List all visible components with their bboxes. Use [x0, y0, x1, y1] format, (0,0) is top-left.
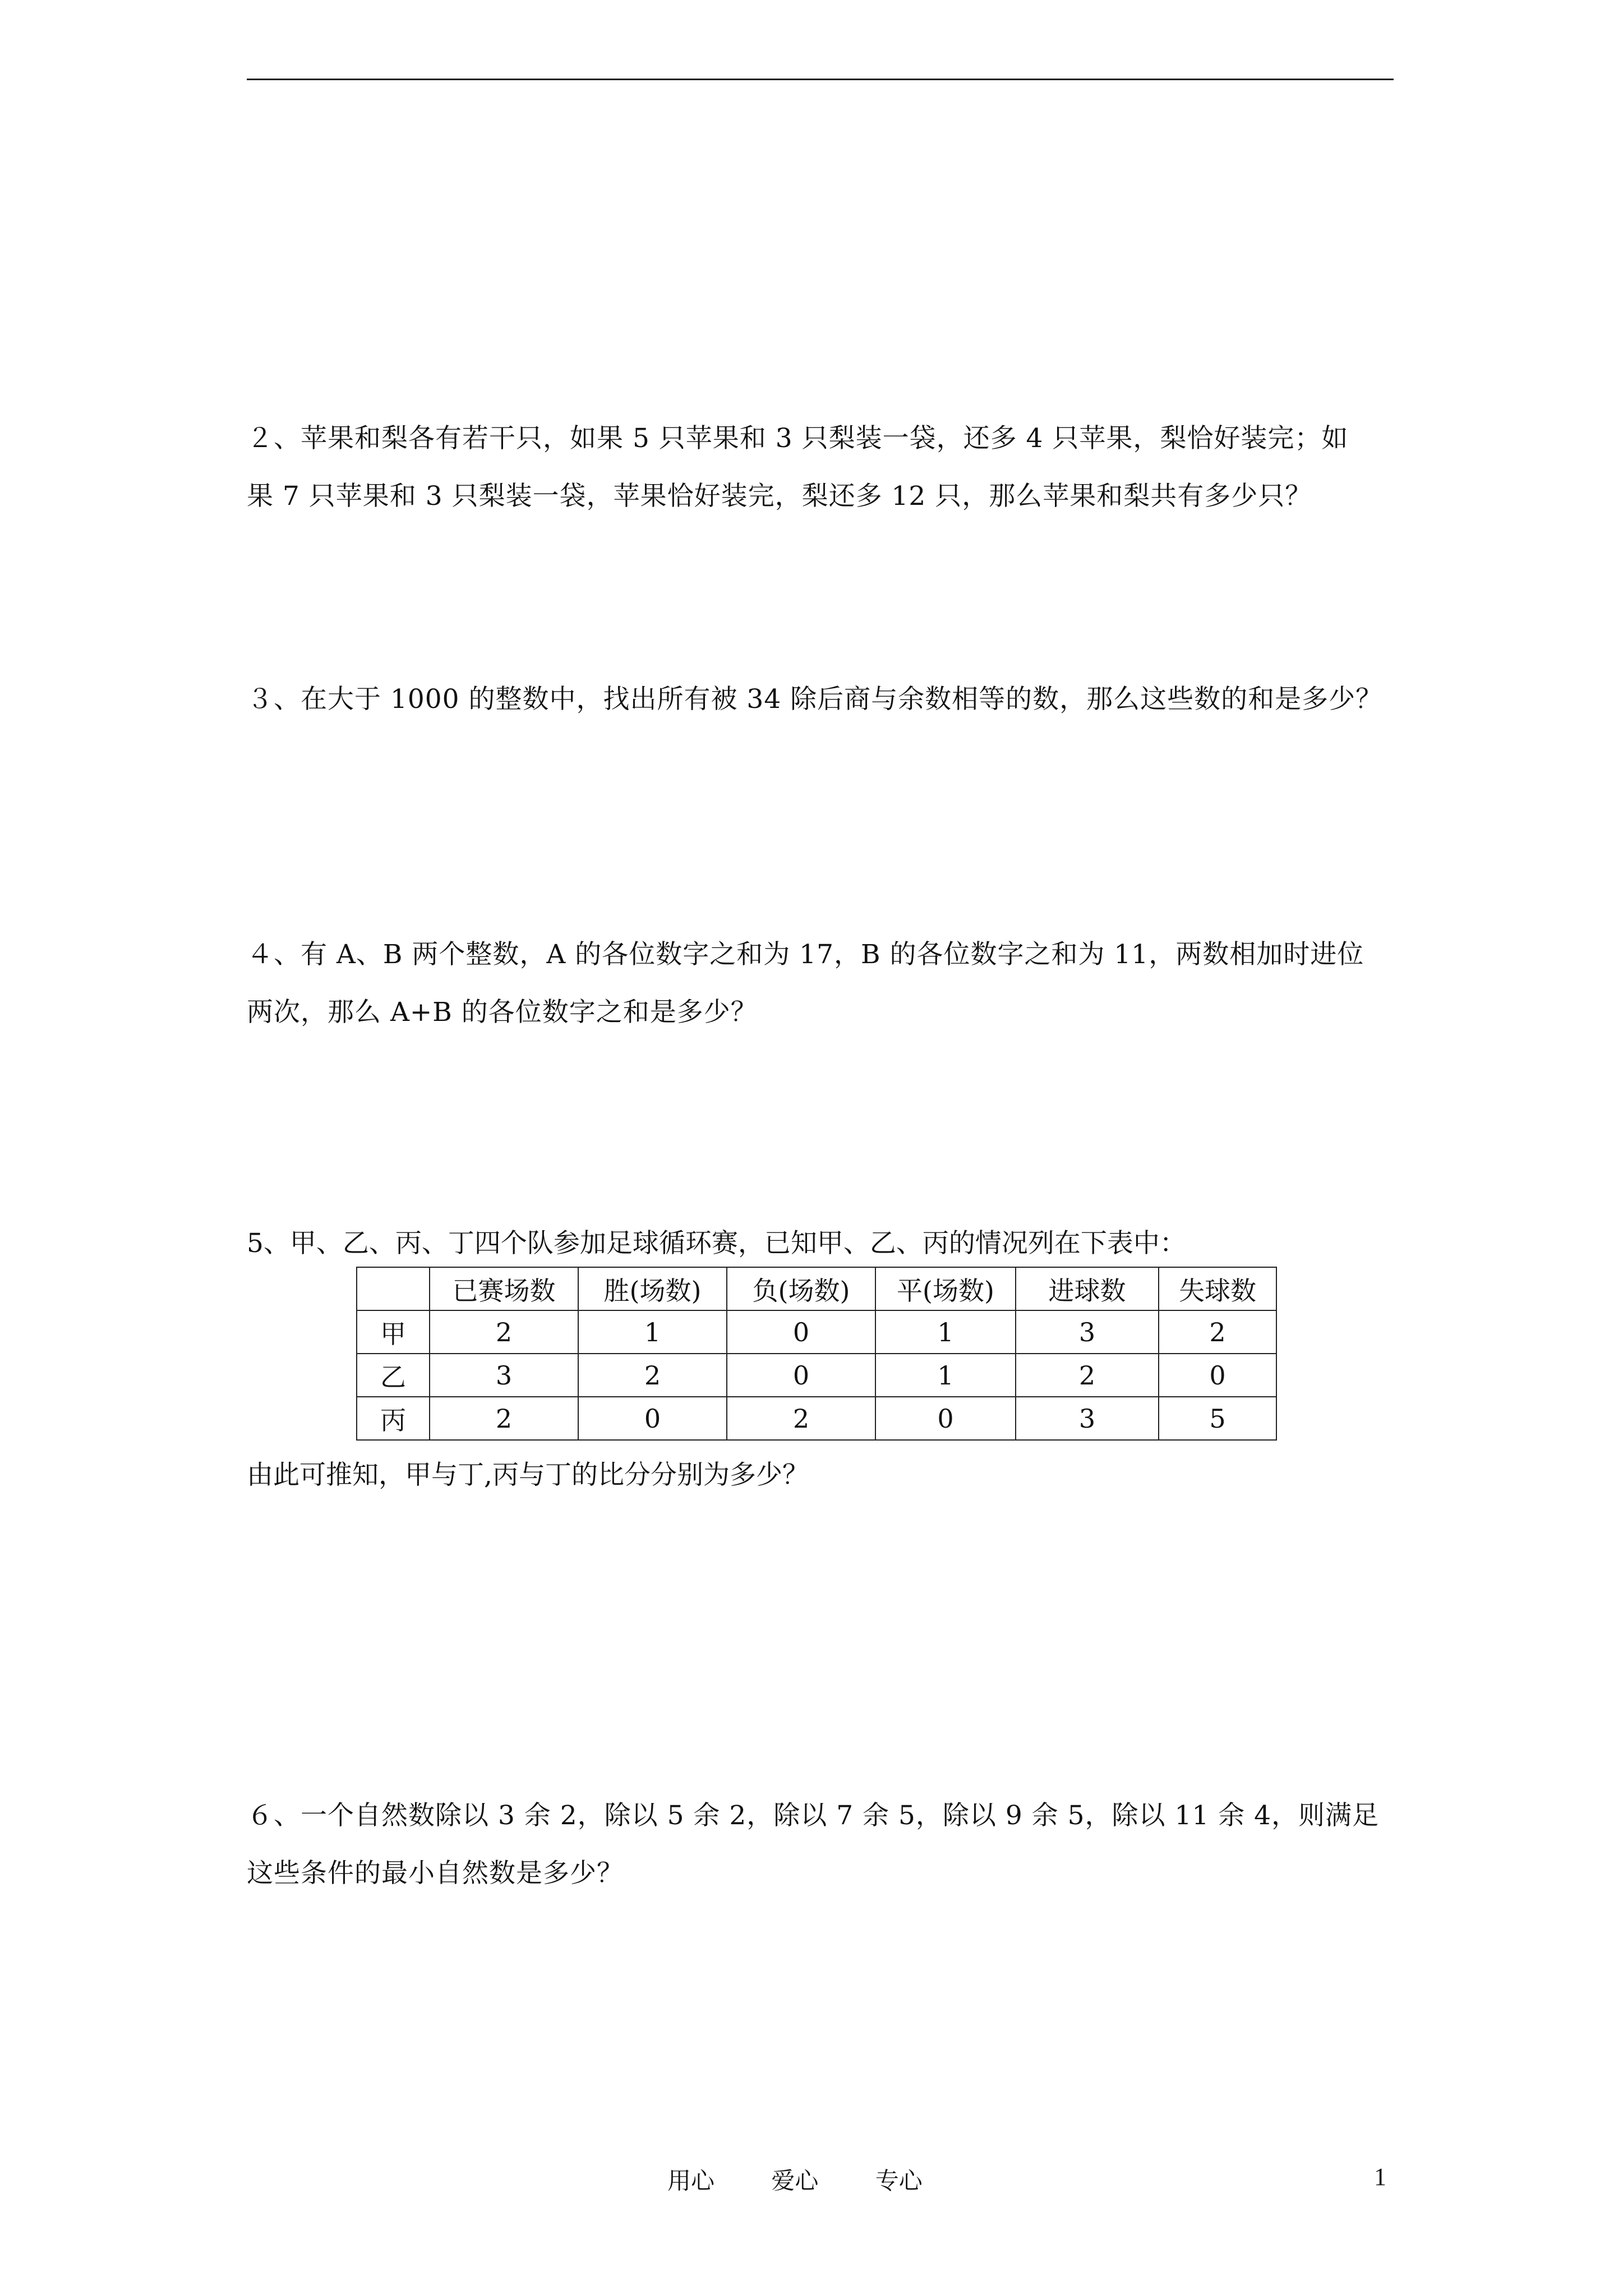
table-cell: 0: [1159, 1354, 1276, 1397]
table-cell: 2: [1159, 1310, 1276, 1354]
table-header-cell: [357, 1267, 430, 1310]
table-header-cell: 失球数: [1159, 1267, 1276, 1310]
question-2-line-2: 果 7 只苹果和 3 只梨装一袋，苹果恰好装完，梨还多 12 只，那么苹果和梨共有多少只？: [247, 481, 1312, 512]
question-5-intro: 5、甲、乙、丙、丁四个队参加足球循环赛，已知甲、乙、丙的情况列在下表中：: [247, 1228, 1186, 1259]
question-4-line-2: 两次，那么 A+B 的各位数字之和是多少？: [247, 997, 758, 1028]
table-cell: 3: [1016, 1397, 1159, 1440]
question-3-line-1: ３、在大于 1000 的整数中，找出所有被 34 除后商与余数相等的数，那么这些数的和是多少？: [247, 684, 1383, 715]
page-number: 1: [1374, 2163, 1386, 2191]
question-5-followup: 由此可推知，甲与丁,丙与丁的比分分别为多少？: [247, 1460, 809, 1490]
table-cell: 0: [727, 1310, 875, 1354]
table-cell: 3: [1016, 1310, 1159, 1354]
table-header-cell: 进球数: [1016, 1267, 1159, 1310]
footer-motto-word: 专心: [875, 2167, 923, 2194]
team-name-cell: 甲: [357, 1310, 430, 1354]
table-cell: 2: [430, 1397, 578, 1440]
table-cell: 2: [430, 1310, 578, 1354]
table-header-cell: 胜(场数): [578, 1267, 727, 1310]
footer-motto: [667, 2162, 972, 2196]
footer-motto-word: 用心: [667, 2167, 715, 2194]
match-results-table: [356, 1267, 1277, 1441]
table-cell: 1: [875, 1310, 1016, 1354]
table-header-cell: 负(场数): [727, 1267, 875, 1310]
team-name-cell: 丙: [357, 1397, 430, 1440]
table-header-cell: 平(场数): [875, 1267, 1016, 1310]
table-cell: 1: [875, 1354, 1016, 1397]
question-4: [247, 926, 1394, 1041]
table-row: [357, 1397, 1276, 1440]
table-cell: 1: [578, 1310, 727, 1354]
question-4-line-1: ４、有 A、B 两个整数，A 的各位数字之和为 17，B 的各位数字之和为 11，两数相加时进位: [247, 939, 1364, 970]
table-cell: 3: [430, 1354, 578, 1397]
table-cell: 2: [727, 1397, 875, 1440]
question-6-line-1: ６、一个自然数除以 3 余 2，除以 5 余 2，除以 7 余 5，除以 9 余 5，除以 11 余 4，则满足: [247, 1800, 1380, 1831]
question-6-line-2: 这些条件的最小自然数是多少？: [247, 1858, 624, 1889]
table-cell: 0: [727, 1354, 875, 1397]
table-row: [357, 1310, 1276, 1354]
table-header-row: [357, 1267, 1276, 1310]
table-cell: 0: [578, 1397, 727, 1440]
question-2: [247, 409, 1394, 525]
question-2-line-1: ２、苹果和梨各有若干只，如果 5 只苹果和 3 只梨装一袋，还多 4 只苹果，梨恰好装完；如: [247, 423, 1349, 454]
table-cell: 5: [1159, 1397, 1276, 1440]
table-cell: 0: [875, 1397, 1016, 1440]
team-name-cell: 乙: [357, 1354, 430, 1397]
question-6: [247, 1787, 1394, 1902]
header-rule: [247, 79, 1394, 80]
question-3: [247, 670, 1394, 728]
table-cell: 2: [1016, 1354, 1159, 1397]
table-cell: 2: [578, 1354, 727, 1397]
table-header-cell: 已赛场数: [430, 1267, 578, 1310]
table-row: [357, 1354, 1276, 1397]
footer-motto-word: 爱心: [771, 2167, 819, 2194]
